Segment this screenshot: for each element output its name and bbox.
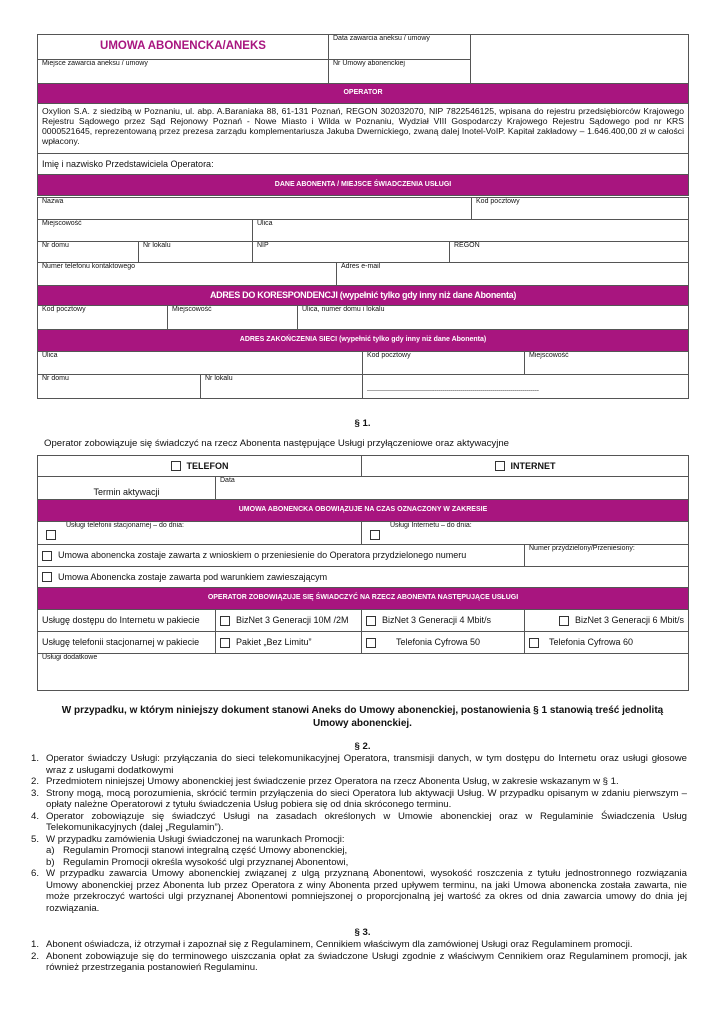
subscriber-heading: DANE ABONENTA / MIEJSCE ŚWIADCZENIA USŁUGI [38, 175, 689, 196]
bez-limitu-checkbox[interactable] [220, 638, 230, 648]
phone-services-checkbox[interactable] [46, 530, 56, 540]
list-item: 1. Abonent oświadcza, iż otrzymał i zapoznał się z Regulaminem, Cennikiem właściwym dla zamówionej Usługi oraz Regulaminem promocji. [31, 939, 633, 950]
biznet-10-checkbox[interactable] [220, 616, 230, 626]
internet-services-checkbox[interactable] [370, 530, 380, 540]
subscriber-regon-field[interactable]: REGON [450, 242, 689, 263]
list-item: 6. W przypadku zawarcia Umowy abonenckiej związanej z ulgą przyznaną Abonentowi, wysokość roszczenia z tytułu jednostronnego rozwiązania Umowy abonenckiej przez Abonenta lub przez Operatora z winy Abonenta przed upływem terminu, na jaki Umowa abonencka została zawarta, nie może przekroczyć wartości ulgi przyznanej Abonentowi pomniejszonej o proporcjonalną jej wartość za okres od dnia zawarcia umowy do dnia jej rozwiązania. [31, 868, 687, 914]
ne-city-field[interactable]: Miejscowość [525, 352, 689, 375]
phone-package-label: Usługę telefonii stacjonarnej w pakiecie [38, 632, 216, 654]
biznet-6-checkbox[interactable] [559, 616, 569, 626]
ne-street-field[interactable]: Ulica [38, 352, 363, 375]
subscriber-flat-field[interactable]: Nr lokalu [139, 242, 253, 263]
contract-number-field[interactable]: Nr Umowy abonenckiej [329, 60, 471, 84]
services-table [37, 455, 689, 691]
biznet-4-option[interactable]: BizNet 3 Generacji 4 Mbit/s [362, 610, 525, 632]
operator-heading: OPERATOR [38, 84, 689, 104]
subscriber-postal-field[interactable]: Kod pocztowy [472, 198, 689, 220]
provide-heading: OPERATOR ZOBOWIĄZUJE SIĘ ŚWIADCZYĆ NA RZECZ ABONENTA NASTĘPUJĄCE USŁUGI [38, 588, 689, 610]
section-1-intro: Operator zobowiązuje się świadczyć na rzecz Abonenta następujące Usługi przyłączeniowe oraz aktywacyjne [44, 438, 510, 449]
telefon-option[interactable]: TELEFON [38, 456, 362, 477]
ne-postal-field[interactable]: Kod pocztowy [363, 352, 525, 375]
additional-services-field[interactable]: Usługi dodatkowe [38, 654, 689, 691]
stamp-field[interactable] [471, 35, 689, 84]
sub-item-b: b) Regulamin Promocji określa wysokość ulgi przyznanej Abonentowi, [46, 856, 349, 868]
ne-flat-field[interactable]: Nr lokalu [201, 375, 363, 399]
correspondence-table [37, 305, 689, 352]
subscriber-city-field[interactable]: Miejscowość [38, 220, 253, 242]
form-title: UMOWA ABONENCKA/ANEKS [100, 40, 266, 53]
place-field[interactable]: Miejsce zawarcia aneksu / umowy [38, 60, 329, 84]
phone-services-to-field[interactable]: Usługi telefonii stacjonarnej – do dnia: [38, 522, 362, 545]
ne-house-field[interactable]: Nr domu [38, 375, 201, 399]
subscriber-nip-field[interactable]: NIP [253, 242, 450, 263]
biznet-10-option[interactable]: BizNet 3 Generacji 10M /2M [216, 610, 362, 632]
cyfrowa-60-option[interactable]: Telefonia Cyfrowa 60 [525, 632, 689, 654]
activation-term-label: Termin aktywacji [38, 477, 216, 500]
list-item: 3. Strony mogą, mocą porozumienia, skrócić termin przyłączenia do sieci Operatora lub aktywacji Usług. W przypadku opisanym w zdaniu pierwszym – opłaty należne Operatorowi z tytułu świadczenia Usług pobiera się od dnia skróconego terminu. [31, 787, 687, 810]
section-2-title: § 2. [354, 741, 371, 752]
form-title-cell [38, 35, 329, 60]
operator-text: Oxylion S.A. z siedzibą w Poznaniu, ul. abp. A.Baraniaka 88, 61-131 Poznań, REGON 302032070, NIP 7822546125, wpisana do rejestru przedsiębiorców Krajowego Rejestru Sądowego przez Sąd Rejonowy Poznań - Nowe Miasto i Wilda w Poznaniu, Wydział VIII Gospodarczy Krajowego Rejestru Sądowego pod nr KRS 0000521645, reprezentowaną przez prezesa zarządu komplementariusza Jakuba Dwernickiego, zwaną dalej Inotel-VoIP. Kapitał zakładowy – 1.646.400,00 zł w całości wpłacony. [38, 104, 689, 154]
operator-rep-field[interactable]: Imię i nazwisko Przedstawiciela Operatora: [38, 154, 689, 175]
subscriber-house-field[interactable]: Nr domu [38, 242, 139, 263]
subscriber-table [37, 197, 689, 306]
corr-city-field[interactable]: Miejscowość [168, 306, 298, 330]
header-table [37, 34, 689, 196]
section-1-title: § 1. [354, 418, 371, 429]
internet-checkbox[interactable] [495, 461, 505, 471]
corr-postal-field[interactable]: Kod pocztowy [38, 306, 168, 330]
network-end-heading: ADRES ZAKOŃCZENIA SIECI (wypełnić tylko gdy inny niż dane Abonenta) [38, 330, 689, 352]
subscriber-name-field[interactable]: Nazwa [38, 198, 472, 220]
internet-package-label: Usługę dostępu do Internetu w pakiecie [38, 610, 216, 632]
corr-street-field[interactable]: Ulica, numer domu i lokalu [298, 306, 689, 330]
cyfrowa-50-option[interactable]: Telefonia Cyfrowa 50 [362, 632, 525, 654]
list-item: 2. Abonent zobowiązuje się do terminowego uiszczania opłat za świadczone Usługi zgodnie z właściwym Cennikiem oraz Regulaminem promocji, jak również przestrzegania postanowień Regulaminu. [31, 950, 687, 973]
suspensive-option[interactable]: Umowa Abonencka zostaje zawarta pod warunkiem zawieszającym [38, 567, 689, 588]
date-field[interactable]: Data zawarcia aneksu / umowy [329, 35, 471, 60]
telefon-checkbox[interactable] [171, 461, 181, 471]
section-3-title: § 3. [354, 927, 371, 938]
number-transfer-option[interactable]: Umowa abonencka zostaje zawarta z wnioskiem o przeniesienie do Operatora przydzielonego numeru [38, 545, 525, 567]
list-item: 4. Operator zobowiązuje się świadczyć Usługi na zasadach określonych w Umowie abonenckiej oraz w Regulaminie Świadczenia Usług Telekomunikacyjnych (dalej „Regulamin”). [31, 810, 687, 833]
number-field[interactable]: Numer przydzielony/Przeniesiony: [525, 545, 689, 567]
internet-services-to-field[interactable]: Usługi Internetu – do dnia: [362, 522, 689, 545]
network-end-table [37, 351, 689, 399]
subscriber-email-field[interactable]: Adres e-mail [337, 263, 689, 286]
subscriber-phone-field[interactable]: Numer telefonu kontaktowego [38, 263, 337, 286]
list-item: 5. W przypadku zamówienia Usługi świadczonej na warunkach Promocji: a) Regulamin Promocji stanowi integralną część Umowy abonenckiej, b) Regulamin Promocji określa wysokość ulgi przyznanej Abonentowi, [31, 834, 687, 869]
correspondence-heading: ADRES DO KORESPONDENCJI (wypełnić tylko gdy inny niż dane Abonenta) [38, 286, 689, 306]
annex-note: W przypadku, w którym niniejszy dokument stanowi Aneks do Umowy abonenckiej, postanowienia § 1 stanowią treść jednolitą Umowy abonenckiej. [61, 705, 664, 729]
subscriber-street-field[interactable]: Ulica [253, 220, 689, 242]
biznet-6-option[interactable]: BizNet 3 Generacji 6 Mbit/s [525, 610, 689, 632]
ne-extra-field[interactable]: -------------------------------------------------------------------------------------- [363, 375, 689, 399]
internet-option[interactable]: INTERNET [362, 456, 689, 477]
activation-date-field[interactable]: Data [216, 477, 689, 500]
section-3-list [31, 939, 687, 974]
bez-limitu-option[interactable]: Pakiet „Bez Limitu” [216, 632, 362, 654]
list-item: 2. Przedmiotem niniejszej Umowy abonenckiej jest świadczenie przez Operatora na rzecz Abonenta Usług, w zakresie wskazanym w § 1. [31, 776, 619, 787]
number-transfer-checkbox[interactable] [42, 551, 52, 561]
cyfrowa-50-checkbox[interactable] [366, 638, 376, 648]
suspensive-checkbox[interactable] [42, 572, 52, 582]
biznet-4-checkbox[interactable] [366, 616, 376, 626]
section-2-list [31, 753, 687, 914]
cyfrowa-60-checkbox[interactable] [529, 638, 539, 648]
sub-item-a: a) Regulamin Promocji stanowi integralną część Umowy abonenckiej, [46, 845, 348, 856]
list-item: 1. Operator świadczy Usługi: przyłączania do sieci telekomunikacyjnej Operatora, transmisji danych, w tym dostępu do Internetu oraz usługi głosowe wraz z usługami dodatkowymi [31, 753, 687, 776]
fixed-term-heading: UMOWA ABONENCKA OBOWIĄZUJE NA CZAS OZNACZONY W ZAKRESIE [38, 500, 689, 522]
